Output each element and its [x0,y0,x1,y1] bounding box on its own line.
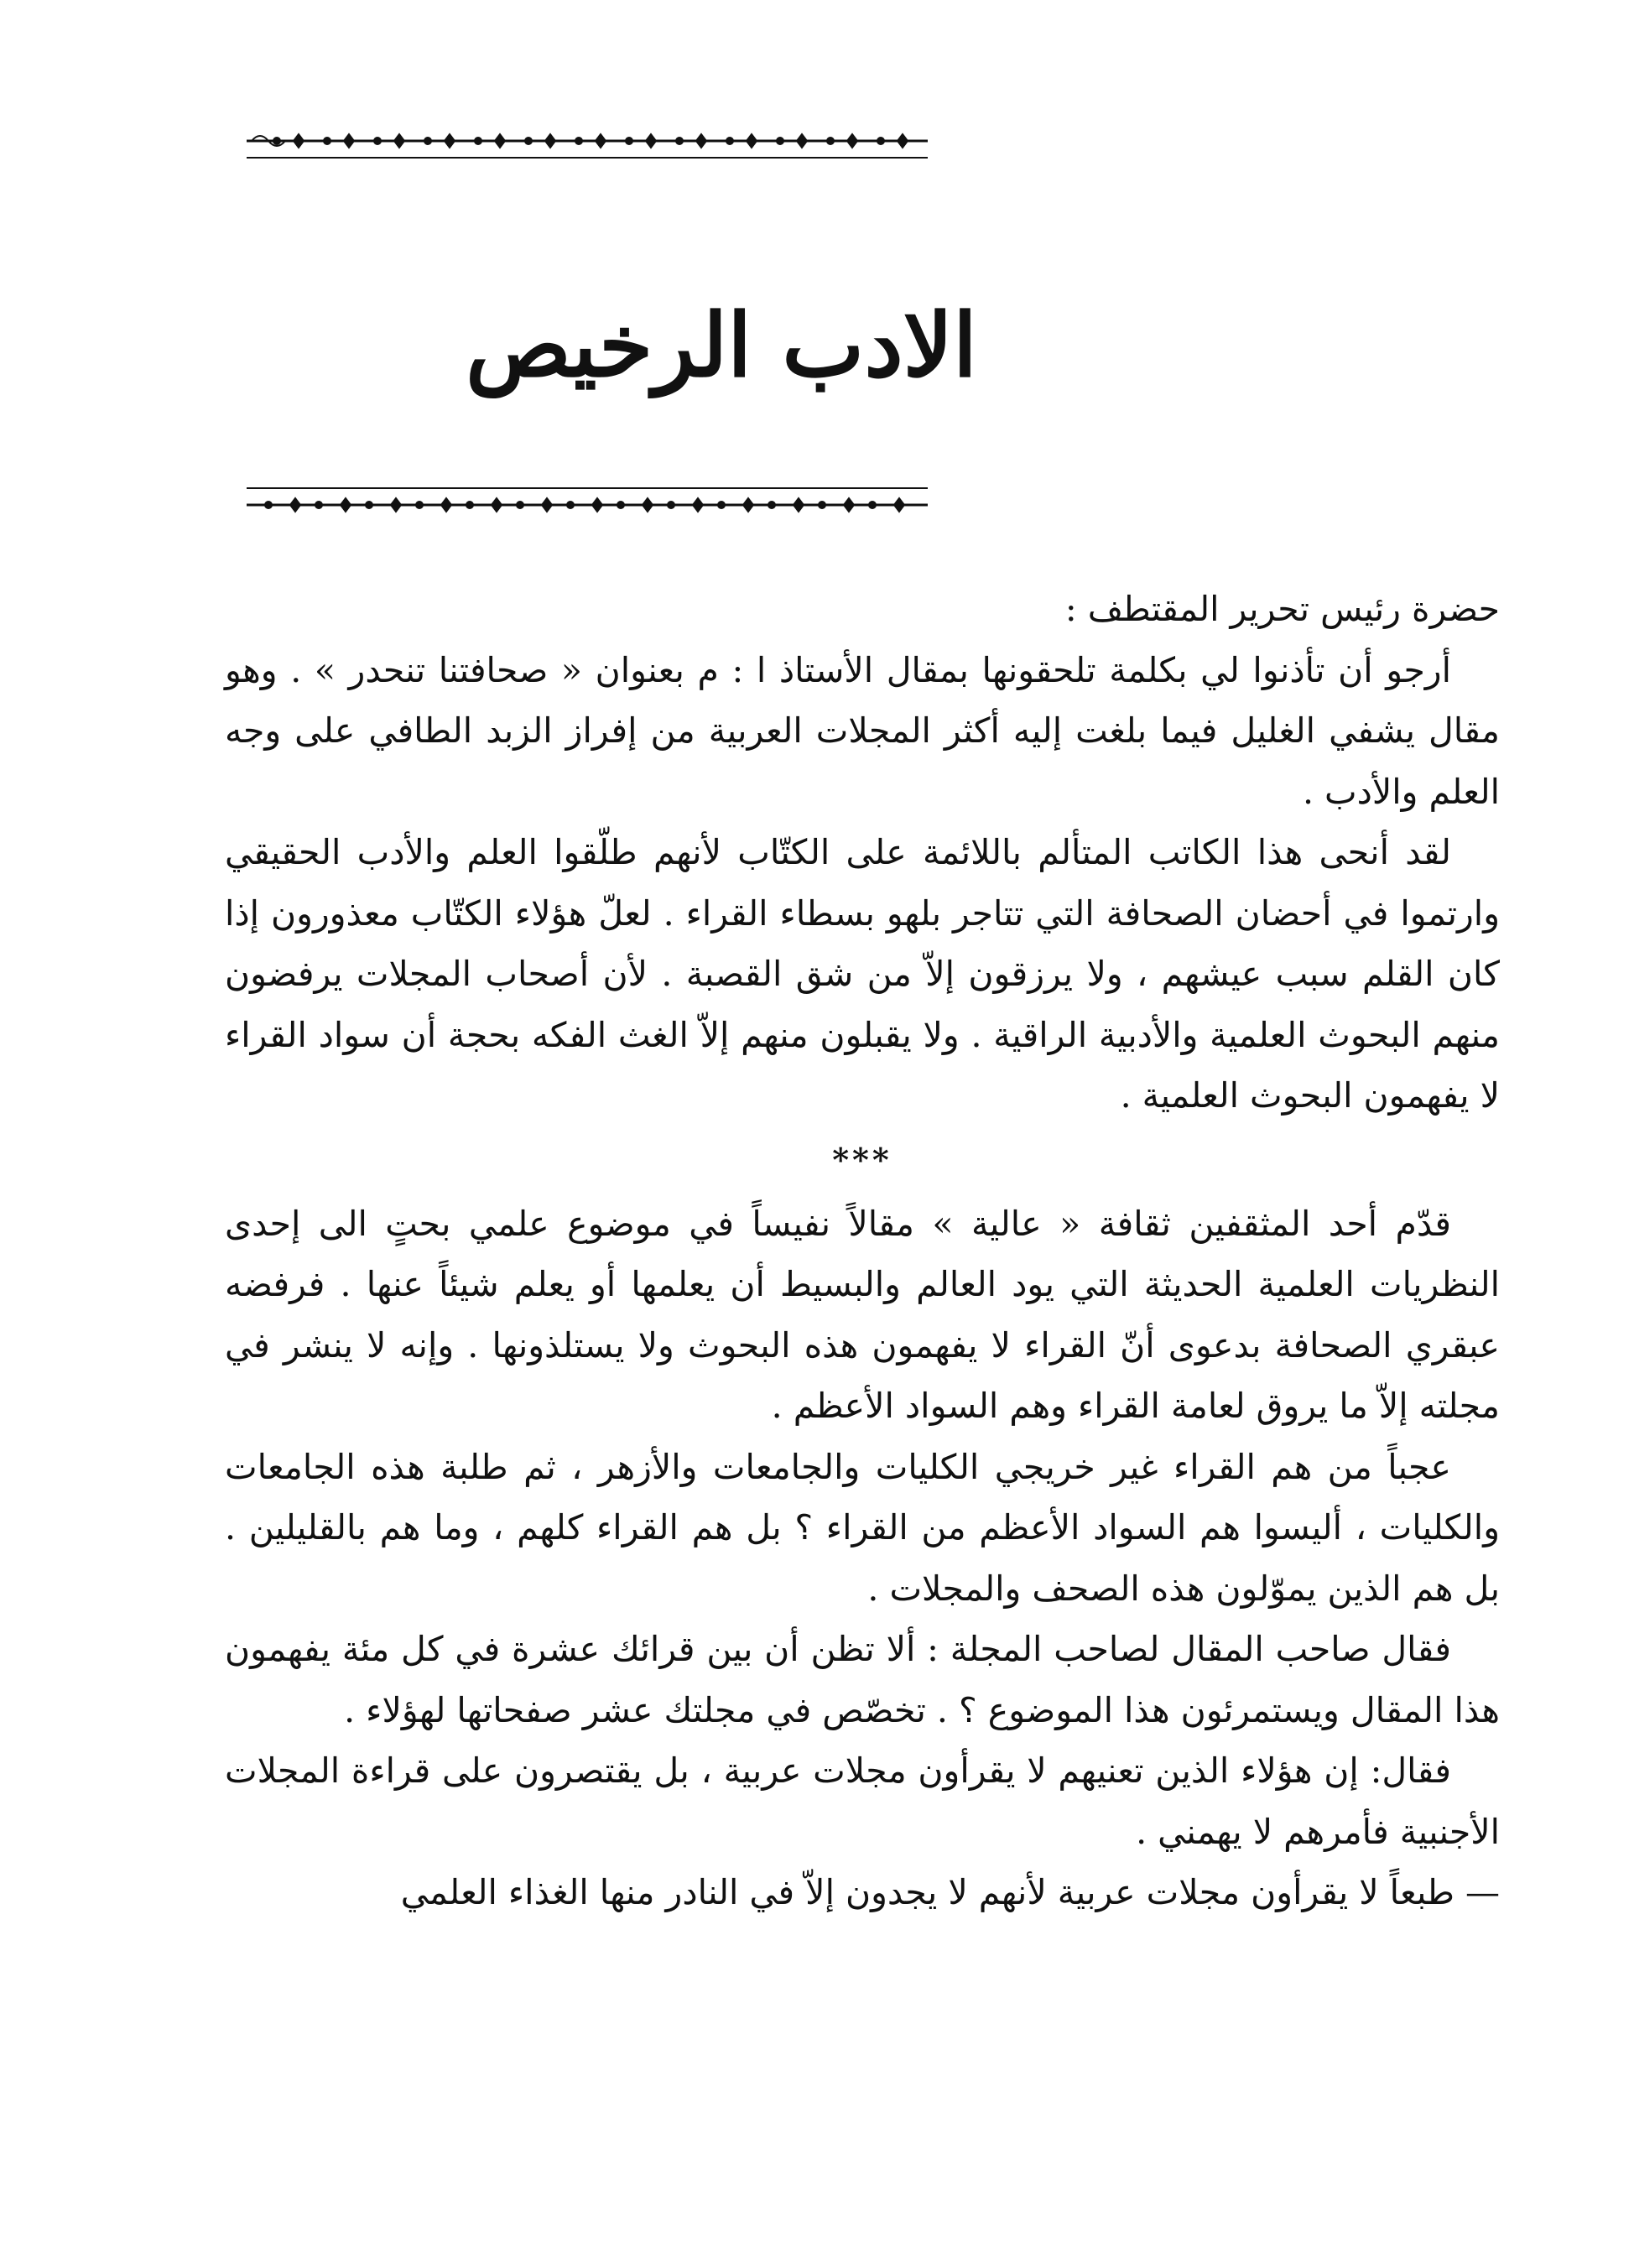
paragraph-2: لقد أنحى هذا الكاتب المتألم باللائمة على الكتّاب لأنهم طلّقوا العلم والأدب الحقيقي وارتموا في أحضان الصحافة التي تتاجر بلهو بسطاء القراء . لعلّ هؤلاء الكتّاب معذورون إذا كان القلم سبب عيشهم ، ولا يرزقون إلاّ من شق القصبة . لأن أصحاب المجلات يرفضون منهم البحوث العلمية والأدبية الراقية . ولا يقبلون منهم إلاّ الغث الفكه بحجة أن سواد القراء لا يفهمون البحوث العلمية . [225,832,1500,1116]
section-separator: *** [832,1140,892,1178]
paragraph-7: — طبعاً لا يقرأون مجلات عربية لأنهم لا يجدون إلاّ في النادر منها الغذاء العلمي [400,1872,1500,1912]
paragraph-5: فقال صاحب المقال لصاحب المجلة : ألا تظن أن بين قرائك عشرة في كل مئة يفهمون هذا المقال ويستمرئون هذا الموضوع ؟ . تخصّص في مجلتك عشر صفحاتها لهؤلاء . [225,1629,1500,1730]
paragraph-4: عجباً من هم القراء غير خريجي الكليات والجامعات والأزهر ، ثم طلبة هذه الجامعات والكليات ، أليسوا هم السواد الأعظم من القراء ؟ بل هم القراء كلهم ، وما هم بالقليلين . بل هم الذين يموّلون هذه الصحف والمجلات . [225,1446,1500,1609]
salutation-line: حضرة رئيس تحرير المقتطف : [1064,589,1500,629]
article-body [225,579,1500,1923]
paragraph-3: قدّم أحد المثقفين ثقافة « عالية » مقالاً نفيساً في موضوع علمي بحتٍ الى إحدى النظريات العلمية الحديثة التي يود العالم والبسيط أن يعلمها أو يعلم شيئاً عنها . فرفضه عبقري الصحافة بدعوى أنّ القراء لا يفهمون هذه البحوث ولا يستلذونها . وإنه لا ينشر في مجلته إلاّ ما يروق لعامة القراء وهم السواد الأعظم . [225,1203,1500,1426]
paragraph-6: فقال: إن هؤلاء الذين تعنيهم لا يقرأون مجلات عربية ، بل يقتصرون على قراءة المجلات الأجنبية فأمرهم لا يهمني . [225,1750,1500,1852]
bottom-ornament-divider [243,480,931,530]
top-ornament-divider [243,124,931,174]
paragraph-1: أرجو أن تأذنوا لي بكلمة تلحقونها بمقال الأستاذ ا : م بعنوان « صحافتنا تنحدر » . وهو مقال يشفي الغليل فيما بلغت إليه أكثر المجلات العربية من إفراز الزبد الطافي على وجه العلم والأدب . [225,649,1500,812]
article-title: الادب الرخيص [466,294,977,397]
